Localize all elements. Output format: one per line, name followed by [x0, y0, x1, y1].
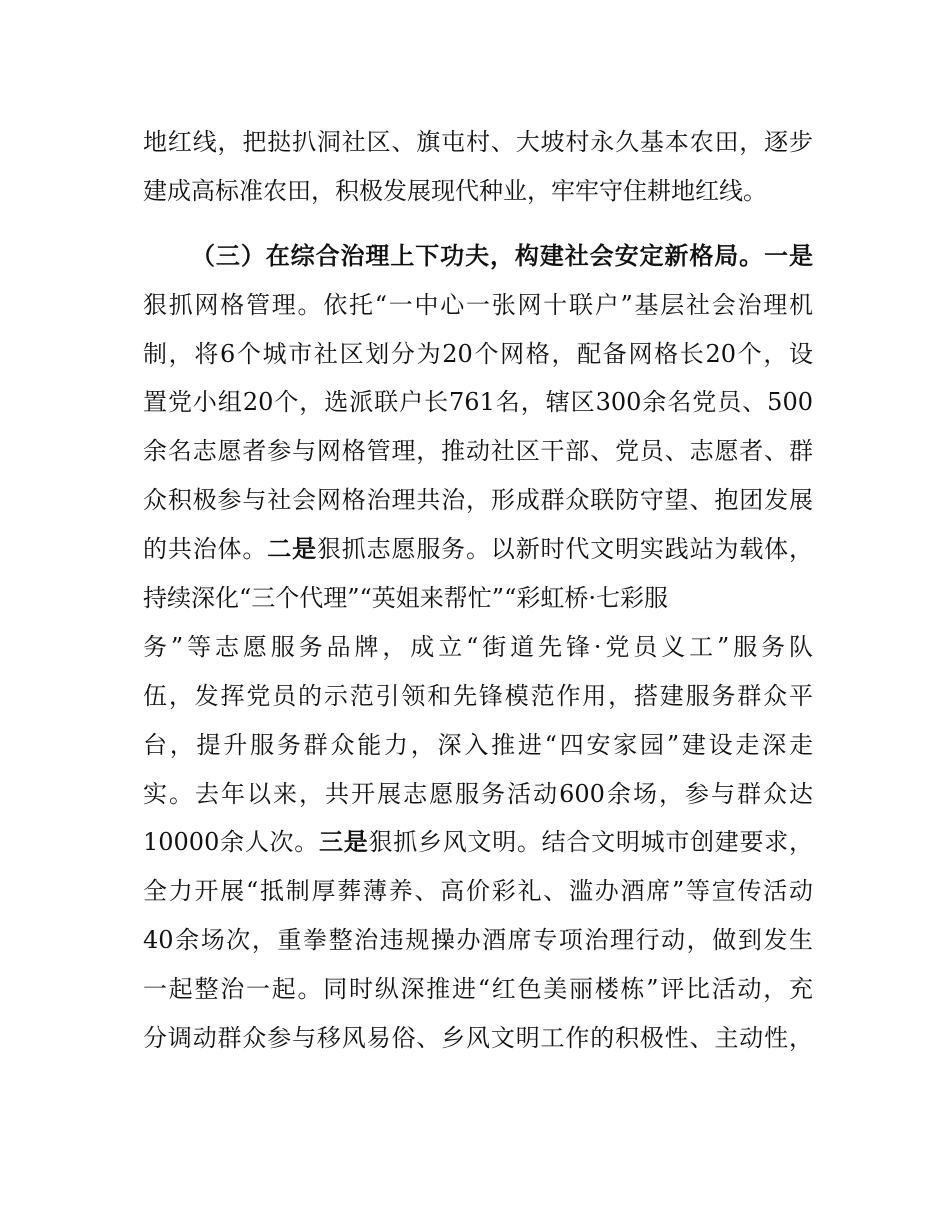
- text-run: 10000余人次。: [143, 828, 320, 857]
- text-run: 全力开展“抵制厚葬薄养、高价彩礼、滥办酒席”等宣传活动: [143, 877, 813, 906]
- text-run: 伍，发挥党员的示范引领和先锋模范作用，搭建服务群众平: [143, 681, 813, 710]
- text-run: 众积极参与社会网格治理共治，形成群众联防守望、抱团发展: [143, 486, 813, 515]
- text-run: 台，提升服务群众能力，深入推进“四安家园”建设走深走: [143, 730, 813, 759]
- text-run: 置党小组20个，选派联户长761名，辖区300余名党员、500: [143, 388, 813, 417]
- text-run: 40余场次，重拳整治违规操办酒席专项治理行动，做到发生: [143, 926, 813, 955]
- text-run: 建成高标准农田，积极发展现代种业，牢牢守住耕地红线。: [143, 176, 767, 205]
- text-run: 地红线，把挞扒洞社区、旗屯村、大坡村永久基本农田，逐步: [143, 128, 813, 156]
- paragraph-gap: [143, 216, 813, 232]
- body-text: [143, 118, 813, 1063]
- text-run: 余名志愿者参与网格管理，推动社区干部、党员、志愿者、群: [143, 437, 813, 466]
- text-line: [143, 818, 813, 867]
- text-run: 狠抓志愿服务。以新时代文明实践站为载体，: [316, 535, 813, 564]
- text-line: [143, 281, 813, 330]
- text-run: 持续深化“三个代理”“英姐来帮忙”“彩虹桥·七彩服: [143, 584, 668, 613]
- text-run: 实。去年以来，共开展志愿服务活动600余场，参与群众达: [143, 779, 813, 808]
- text-line: [143, 965, 813, 1014]
- section-heading-line: [143, 232, 813, 281]
- text-line: [143, 623, 813, 672]
- text-line: [143, 167, 813, 216]
- text-line: [143, 672, 813, 721]
- text-line: [143, 118, 813, 167]
- text-line: [143, 770, 813, 819]
- text-run: 一起整治一起。同时纵深推进“红色美丽楼栋”评比活动，充: [143, 975, 813, 1004]
- text-run: 务”等志愿服务品牌，成立“街道先锋·党员义工”服务队: [143, 632, 813, 661]
- text-line: [143, 916, 813, 965]
- bold-marker: 二是: [267, 535, 317, 564]
- text-run: 狠抓乡风文明。结合文明城市创建要求，: [368, 828, 813, 857]
- text-line: [143, 330, 813, 379]
- text-run: 分调动群众参与移风易俗、乡风文明工作的积极性、主动性，: [143, 1024, 813, 1053]
- text-line: [143, 476, 813, 525]
- text-line: [143, 721, 813, 770]
- text-line: [143, 574, 813, 623]
- text-line: [143, 867, 813, 916]
- text-line: [143, 1014, 813, 1063]
- bold-marker: 三是: [319, 828, 369, 857]
- text-run: 狠抓网格管理。依托“一中心一张网十联户”基层社会治理机: [143, 290, 813, 319]
- text-line: [143, 427, 813, 476]
- text-run: 的共治体。: [143, 535, 268, 564]
- text-line: [143, 525, 813, 574]
- section-heading: （三）在综合治理上下功夫，构建社会安定新格局。一是: [191, 241, 813, 270]
- text-run: 制，将6个城市社区划分为20个网格，配备网格长20个，设: [143, 339, 813, 368]
- text-line: [143, 378, 813, 427]
